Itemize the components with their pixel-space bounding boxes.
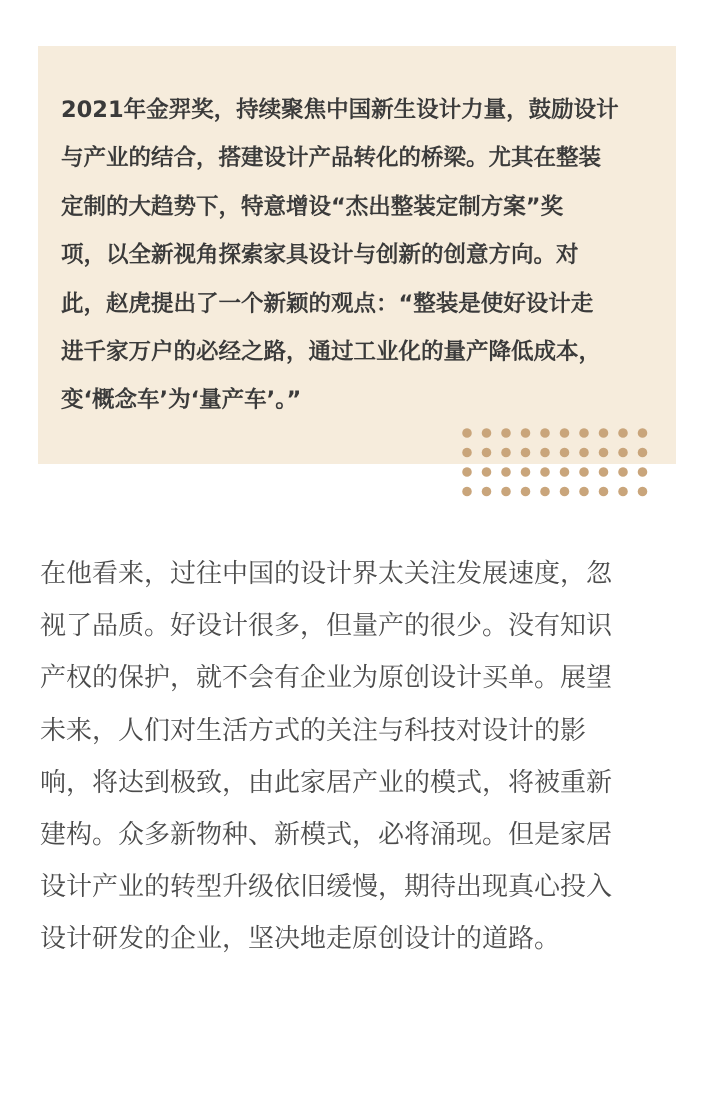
decoration-dot (618, 428, 628, 438)
decoration-dot (599, 428, 609, 438)
body-line: 设计研发的企业，坚决地走原创设计的道路。 (40, 924, 561, 955)
decoration-dot (579, 428, 589, 438)
decoration-dot (501, 428, 511, 438)
decoration-dot (638, 428, 648, 438)
decoration-dot (618, 448, 628, 458)
decoration-dot (579, 487, 589, 497)
body-line: 设计产业的转型升级依旧缓慢，期待出现真心投入 (40, 872, 613, 903)
body-line: 建构。众多新物种、新模式，必将涌现。但是家居 (40, 819, 613, 850)
decoration-dot (462, 428, 472, 438)
decoration-dot (638, 487, 648, 497)
body-line: 产权的保护，就不会有企业为原创设计买单。展望 (40, 663, 613, 694)
quote-line: 与产业的结合，搭建设计产品转化的桥梁。尤其在整装 (61, 145, 602, 172)
decoration-dot (462, 467, 472, 477)
decoration-dot (462, 487, 472, 497)
quote-line: 进千家万户的必经之路，通过工业化的量产降低成本， (61, 338, 602, 365)
decoration-dot (618, 467, 628, 477)
dot-pattern-decoration (462, 427, 652, 499)
quote-line: 2021年金羿奖，持续聚焦中国新生设计力量，鼓励设计 (61, 97, 619, 123)
decoration-dot (482, 448, 492, 458)
decoration-dot (521, 448, 531, 458)
decoration-dot (560, 487, 570, 497)
decoration-dot (462, 448, 472, 458)
decoration-dot (638, 467, 648, 477)
decoration-dot (599, 448, 609, 458)
decoration-dot (540, 487, 550, 497)
decoration-dot (560, 467, 570, 477)
body-paragraph (40, 548, 680, 966)
decoration-dot (482, 467, 492, 477)
decoration-dot (618, 487, 628, 497)
decoration-dot (501, 448, 511, 458)
quote-line: 项，以全新视角探索家具设计与创新的创意方向。对 (61, 242, 579, 269)
decoration-dot (579, 448, 589, 458)
decoration-dot (521, 487, 531, 497)
decoration-dot (482, 428, 492, 438)
body-line: 视了品质。好设计很多，但量产的很少。没有知识 (40, 611, 613, 642)
decoration-dot (540, 448, 550, 458)
decoration-dot (521, 467, 531, 477)
quote-line: 此，赵虎提出了一个新颖的观点：“整装是使好设计走 (61, 290, 594, 317)
decoration-dot (599, 487, 609, 497)
body-line: 响，将达到极致，由此家居产业的模式，将被重新 (40, 767, 613, 798)
quote-box (38, 46, 676, 464)
decoration-dot (482, 487, 492, 497)
body-line: 未来，人们对生活方式的关注与科技对设计的影 (40, 715, 587, 746)
quote-line: 变‘概念车’为‘量产车’。” (61, 387, 302, 414)
decoration-dot (540, 467, 550, 477)
decoration-dot (521, 428, 531, 438)
decoration-dot (501, 487, 511, 497)
decoration-dot (638, 448, 648, 458)
decoration-dot (560, 448, 570, 458)
decoration-dot (501, 467, 511, 477)
decoration-dot (560, 428, 570, 438)
decoration-dot (579, 467, 589, 477)
quote-line: 定制的大趋势下，特意增设“杰出整装定制方案”奖 (61, 193, 564, 220)
decoration-dot (540, 428, 550, 438)
decoration-dot (599, 467, 609, 477)
body-line: 在他看来，过往中国的设计界太关注发展速度，忽 (40, 559, 613, 589)
